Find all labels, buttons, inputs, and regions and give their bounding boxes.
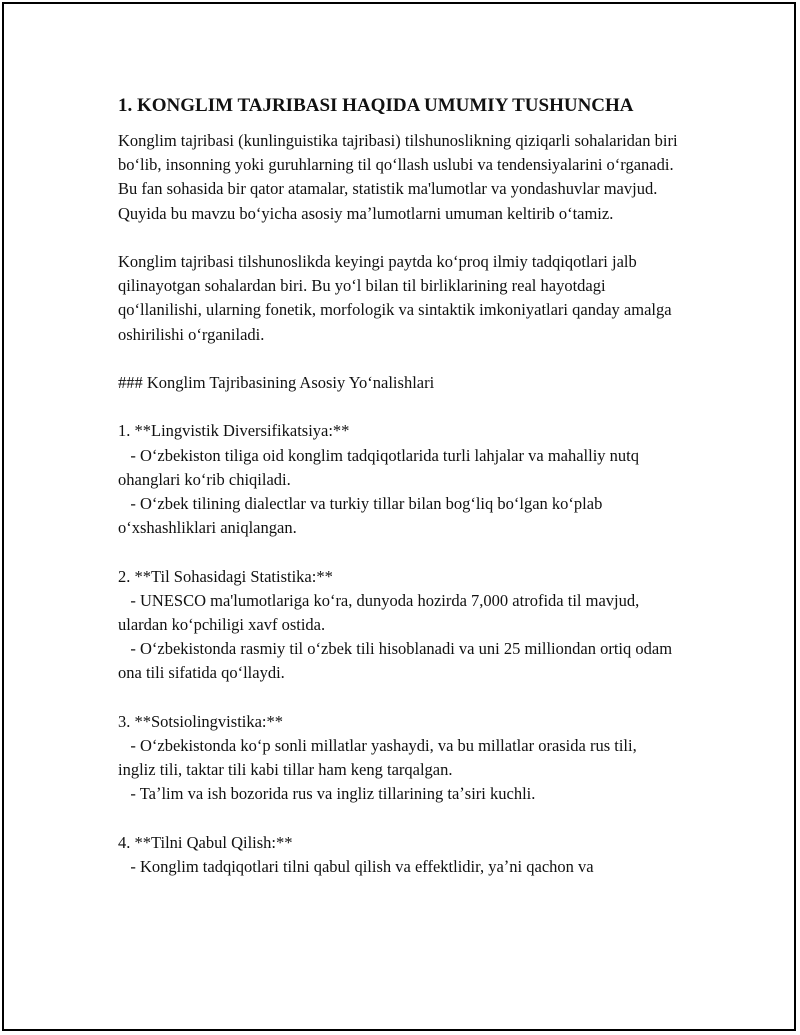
spacer [118, 807, 678, 831]
spacer [118, 395, 678, 419]
list-item [118, 710, 678, 807]
spacer [118, 347, 678, 371]
list-item-bullet: - Oʻzbekiston tiliga oid konglim tadqiqotlarida turli lahjalar va mahalliy nutq ohanglari koʻrib chiqiladi. [118, 445, 644, 489]
paragraph-intro: Konglim tajribasi (kunlinguistika tajribasi) tilshunoslikning qiziqarli sohalaridan biri boʻlib, insonning yoki guruhlarning til qoʻllash uslubi va tendensiyalarini oʻrganadi. Bu fan sohasida bir qator atamalar, statistik ma'lumotlar va yondashuvlar mavjud. Quyida bu mavzu boʻyicha asosiy maʼlumotlarni umuman keltirib oʻtamiz. [118, 131, 678, 223]
list-item-bullet: - Oʻzbekistonda koʻp sonli millatlar yashaydi, va bu millatlar orasida rus tili, ingliz tili, taktar tili kabi tillar ham keng tarqalgan. [118, 736, 641, 780]
spacer [118, 226, 678, 250]
spacer [118, 686, 678, 710]
list-item-bullet: - Konglim tadqiqotlari tilni qabul qilish va effektlidir, yaʼni qachon va [118, 857, 594, 876]
list-item-bullet: - Taʼlim va ish bozorida rus va ingliz tillarining taʼsiri kuchli. [118, 784, 536, 804]
list-item [118, 565, 678, 686]
list-item-title: 2. **Til Sohasidagi Statistika:** [118, 566, 333, 586]
list-item-title: 1. **Lingvistik Diversifikatsiya:** [118, 421, 350, 441]
list-item-bullet: - UNESCO ma'lumotlariga koʻra, dunyoda hozirda 7,000 atrofida til mavjud, ulardan koʻpchiligi xavf ostida. [118, 590, 644, 634]
list-item [118, 419, 678, 540]
list-item-title: 3. **Sotsiolingvistika:** [118, 711, 284, 731]
list-item-bullet: - Oʻzbekistonda rasmiy til oʻzbek tili hisoblanadi va uni 25 milliondan ortiq odam ona tili sifatida qoʻllaydi. [118, 639, 677, 683]
section-heading: ### Konglim Tajribasining Asosiy Yoʻnalishlari [118, 373, 435, 392]
document-heading: 1. KONGLIM TAJRIBASI HAQIDA UMUMIY TUSHUNCHA [118, 95, 634, 116]
paragraph-second: Konglim tajribasi tilshunoslikda keyingi paytda koʻproq ilmiy tadqiqotlari jalb qilinayotgan sohalardan biri. Bu yoʻl bilan til birliklarining real hayotdagi qoʻllanilishi, ularning fonetik, morfologik va sintaktik imkoniyatlari qanday amalga oshirilishi oʻrganiladi. [118, 252, 672, 344]
list-item-bullet: - Oʻzbek tilining dialectlar va turkiy tillar bilan bogʻliq boʻlgan koʻplab oʻxshashliklari aniqlangan. [118, 494, 607, 538]
spacer [118, 540, 678, 564]
list-item-title: 4. **Tilni Qabul Qilish:** [118, 832, 293, 852]
document-body [118, 92, 678, 879]
list-item [118, 831, 678, 879]
